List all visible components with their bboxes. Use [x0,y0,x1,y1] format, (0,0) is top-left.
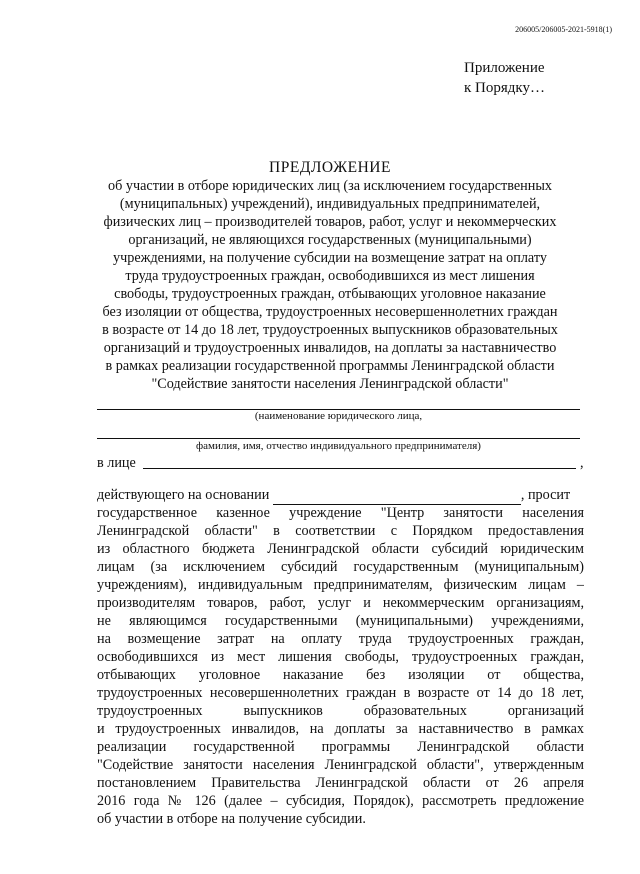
body-line: 2016 года № 126 (далее – субсидия, Порядок), рассмотреть предложение [97,793,584,809]
body-last-line: об участии в отборе на получение субсидии. [97,811,366,827]
document-title: ПРЕДЛОЖЕНИЕ [269,159,391,176]
body-line: отбывающих уголовное наказание без изоляции от общества, [97,667,584,683]
subtitle-line: физических лиц – производителей товаров, работ, услуг и некоммерческих [103,214,557,230]
document-id: 206005/206005-2021-5918(1) [515,25,612,34]
body-line: производителям товаров, работ, услуг и некоммерческим организациям, [97,595,584,611]
body-paragraph [97,504,584,810]
in-person-label: в лице [97,455,136,471]
basis-label: действующего на основании [97,487,270,503]
body-line: трудоустроенных выпускников образовательных организаций [97,703,584,719]
subtitle-line: организаций, не являющихся государственных (муниципальными) [128,232,532,248]
subtitle-line: труда трудоустроенных граждан, освободившихся из мест лишения [125,268,535,284]
subtitle-line: без изоляции от общества, трудоустроенных несовершеннолетних граждан [102,304,558,320]
entrepreneur-caption: фамилия, имя, отчество индивидуального предпринимателя) [196,440,481,452]
body-line: лицам (за исключением субсидий государственным (муниципальным) [97,559,584,575]
body-line: не являющимся государственными (муниципальными) учреждениями, [97,613,584,629]
request-verb: , просит [520,487,571,503]
document-title-block [80,158,580,393]
document-subtitle [80,177,580,393]
body-first-line [97,486,584,504]
entrepreneur-name-line[interactable] [97,438,580,439]
appendix-line: к Порядку… [464,80,545,96]
subtitle-line: (муниципальных) учреждений), индивидуальных предпринимателей, [119,196,541,212]
body-line: на возмещение затрат на оплату труда трудоустроенных граждан, [97,631,584,647]
body-line: из областного бюджета Ленинградской области субсидий юридическим [97,541,584,557]
document-body [97,486,584,828]
body-line: постановлением Правительства Ленинградской области от 26 апреля [97,775,584,791]
legal-entity-caption: (наименование юридического лица, [254,410,423,422]
body-line: и трудоустроенных инвалидов, на доплаты за наставничество в рамках [97,721,584,737]
representative-name-line[interactable] [143,468,576,469]
subtitle-line: в рамках реализации государственной программы Ленинградской области [105,358,555,374]
in-person-comma: , [580,455,584,471]
subtitle-line: в возрасте от 14 до 18 лет, трудоустроенных выпускников образовательных [102,322,558,338]
subtitle-line: "Содействие занятости населения Ленинградской области" [151,376,509,392]
subtitle-line: об участии в отборе юридических лиц (за исключением государственных [108,178,552,194]
subtitle-line: свободы, трудоустроенных граждан, отбывающих уголовное наказание [114,286,546,302]
basis-blank-line[interactable] [273,486,521,505]
body-line: учреждениям), индивидуальным предпринимателям, физическим лицам – [97,577,584,593]
body-line: трудоустроенных несовершеннолетних граждан в возрасте от 14 до 18 лет, [97,685,584,701]
body-line: "Содействие занятости населения Ленинградской области", утвержденным [97,757,584,773]
appendix-reference [464,58,545,98]
subtitle-line: учреждениями, на получение субсидии на возмещение затрат на оплату [113,250,547,266]
subtitle-line: организаций и трудоустроенных инвалидов, на доплаты за наставничество [103,340,557,356]
body-line: Ленинградской области" в соответствии с Порядком предоставления [97,523,584,539]
body-line: государственное казенное учреждение "Центр занятости населения [97,505,584,521]
body-line: освободившихся из мест лишения свободы, трудоустроенных граждан, [97,649,584,665]
appendix-line: Приложение [464,60,545,76]
body-line: реализации государственной программы Ленинградской области [97,739,584,755]
